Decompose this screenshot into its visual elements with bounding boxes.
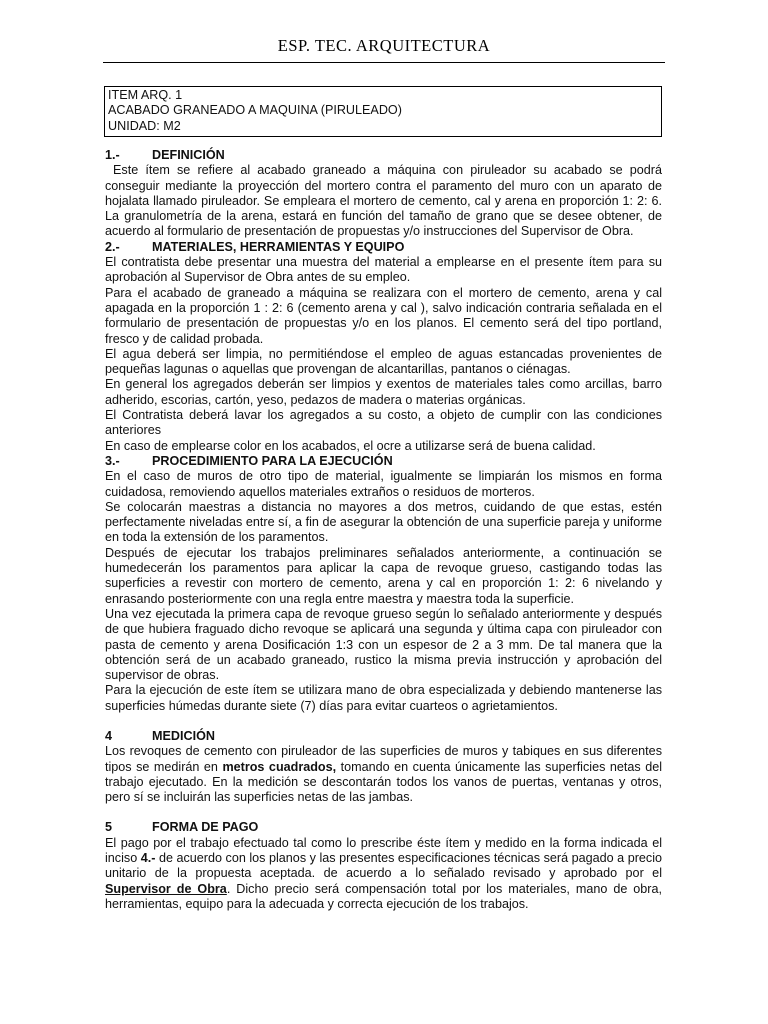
section-heading-procedimiento — [105, 454, 662, 469]
paragraph: El agua deberá ser limpia, no permitiéndose el empleo de aguas estancadas provenientes de pequeñas lagunas o aquellas que provengan de alcantarillas, pantanos o ciénagas. — [105, 346, 662, 377]
paragraph: Este ítem se refiere al acabado graneado a máquina con piruleador su acabado se podrá conseguir mediante la proyección del mortero contra el paramento del muro con un aparato de hojalata llamado piruleador. Se empleara el mortero de cemento, cal y arena en proporción 1: 2: 6. La granulometría de la arena, estará en función del tamaño de grano que se desee obtener, de acuerdo al formulario de presentación de propuestas y/o instrucciones del Supervisor de Obra. — [105, 163, 662, 239]
paragraph: En el caso de muros de otro tipo de material, igualmente se limpiarán los mismos en forma cuidadosa, removiendo aquellos materiales extraños o residuos de morteros. — [105, 469, 662, 499]
text-run: de acuerdo con los planos y las presentes especificaciones técnicas será pagado a precio unitario de la propuesta aceptada. de acuerdo a lo señalado revisado y aprobado por el — [105, 851, 663, 881]
paragraph: Para el acabado de graneado a máquina se realizara con el mortero de cemento, arena y cal apagada en la proporción 1 : 2: 6 (cemento arena y cal ), salvo indicación contraria señalada en el formulario de presentación de propuestas y/o en los planos. El cemento será del tipo portland, fresco y de calidad probada. — [105, 285, 662, 346]
text-run: tomando en cuenta únicamente las superficies netas del trabajo ejecutado. En la medición se descontarán todos los vanos de puertas, ventanas y otros, pero sí se incluirán las superficies netas de las jambas. — [105, 759, 663, 805]
section-number: 3.- — [105, 453, 120, 468]
paragraph: En general los agregados deberán ser limpios y exentos de materiales tales como arcillas, barro adherido, escorias, cartón, yeso, pedazos de madera o materias orgánicas. — [105, 377, 662, 407]
item-code: ITEM ARQ. 1 — [108, 88, 183, 102]
section-title: MATERIALES, HERRAMIENTAS Y EQUIPO — [152, 239, 405, 254]
section-heading-definicion — [105, 148, 662, 163]
text-run: Los revoques de cemento con piruleador de las superficies de muros y tabiques en sus diferentes tipos se medirán en — [105, 744, 662, 774]
section-title: DEFINICIÓN — [152, 148, 225, 162]
section-number: 2.- — [105, 239, 120, 254]
section-title: PROCEDIMIENTO PARA LA EJECUCIÓN — [152, 453, 393, 468]
section-number: 1.- — [105, 148, 120, 162]
section-heading-materiales — [105, 240, 662, 255]
paragraph: El contratista debe presentar una muestra del material a emplearse en el presente ítem para su aprobación al Supervisor de Obra antes de su empleo. — [105, 255, 662, 285]
bold-text: 4.- — [140, 851, 156, 866]
paragraph: Después de ejecutar los trabajos preliminares señalados anteriormente, a continuación se humedecerán los paramentos para aplicar la capa de revoque grueso, castigando todas las superficies a revestir con mortero de cemento, arena y cal en proporción 1: 2: 6 nivelando y enrasando posteriormente con una regla entre maestra y maestra toda la superficie. — [105, 545, 662, 606]
section-title: FORMA DE PAGO — [152, 820, 259, 835]
section-number: 4 — [105, 728, 113, 743]
paragraph: Para la ejecución de este ítem se utilizara mano de obra especializada y debiendo mantenerse las superficies húmedas durante siete (7) días para evitar cuarteos o agrietamientos. — [105, 683, 662, 713]
section-title: MEDICIÓN — [152, 728, 215, 743]
paragraph: En caso de emplearse color en los acabados, el ocre a utilizarse será de buena calidad. — [105, 438, 596, 453]
text-run: . Dicho precio será compensación total por los materiales, mano de obra, herramientas, equipo para la adecuada y correcta ejecución de los trabajos. — [105, 881, 662, 911]
paragraph: Se colocarán maestras a distancia no mayores a dos metros, cuidando de que estas, estén perfectamente niveladas entre sí, a fin de asegurar la obtención de una superficie pareja y uniforme en toda la extensión de los paramentos. — [105, 499, 662, 545]
paragraph — [105, 836, 662, 912]
document-body — [105, 148, 662, 912]
item-unit: UNIDAD: M2 — [108, 118, 181, 133]
section-heading-medicion — [105, 729, 662, 744]
bold-text: metros cuadrados, — [222, 759, 337, 774]
paragraph — [105, 744, 662, 805]
item-name: ACABADO GRANEADO A MAQUINA (PIRULEADO) — [108, 103, 402, 118]
bold-underlined-text: Supervisor de Obra — [105, 881, 227, 896]
page-header-title: ESP. TEC. ARQUITECTURA — [277, 36, 491, 55]
header-rule — [103, 62, 665, 63]
section-number: 5 — [105, 820, 113, 835]
text-run: El pago por el trabajo efectuado tal como lo prescribe éste ítem y medido en la forma indicada el inciso — [105, 835, 662, 866]
section-heading-forma-de-pago — [105, 820, 662, 835]
section-spacer — [105, 805, 662, 820]
paragraph: El Contratista deberá lavar los agregados a su costo, a objeto de cumplir con las condiciones anteriores — [105, 408, 662, 438]
paragraph: Una vez ejecutada la primera capa de revoque grueso según lo señalado anteriormente y después de que hubiera fraguado dicho revoque se aplicará una segunda y última capa con piruleador con pasta de cemento y arena Dosificación 1:3 con un espesor de 2 a 3 mm. De tal manera que la obtención será de un acabado graneado, rustico la misma previa instrucción y aprobación del supervisor de obras. — [105, 606, 662, 683]
item-info-box — [104, 86, 662, 137]
section-spacer — [105, 714, 662, 729]
